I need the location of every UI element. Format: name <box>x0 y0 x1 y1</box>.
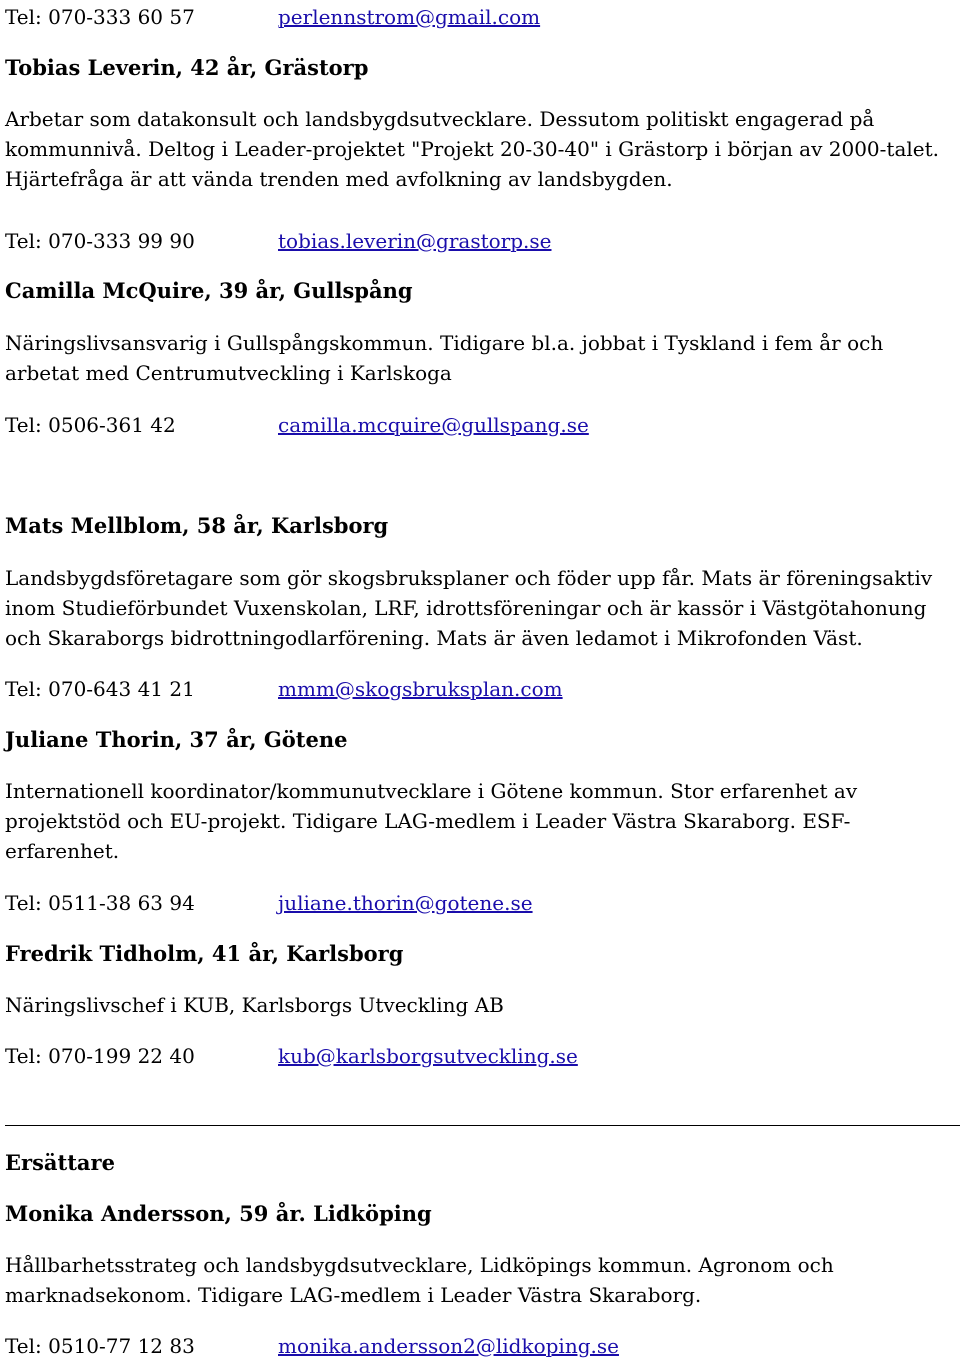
phone-number: Tel: 070-643 41 21 <box>5 677 195 701</box>
description-line: Internationell koordinator/kommunutvecklare i Götene kommun. Stor erfarenhet av <box>5 779 858 803</box>
description-line: marknadsekonom. Tidigare LAG-medlem i Leader Västra Skaraborg. <box>5 1283 702 1307</box>
person-description <box>5 104 950 194</box>
phone-number: Tel: 0510-77 12 83 <box>5 1334 195 1358</box>
email-link[interactable]: mmm@skogsbruksplan.com <box>278 677 563 701</box>
phone-number: Tel: 070-333 99 90 <box>5 229 195 253</box>
description-line: projektstöd och EU-projekt. Tidigare LAG-medlem i Leader Västra Skaraborg. ESF- <box>5 809 851 833</box>
description-line: Hållbarhetsstrateg och landsbygdsutvecklare, Lidköpings kommun. Agronom och <box>5 1253 834 1277</box>
phone-number: Tel: 070-333 60 57 <box>5 5 195 29</box>
description-line: Landsbygdsföretagare som gör skogsbruksplaner och föder upp får. Mats är föreningsaktiv <box>5 566 933 590</box>
description-line: Arbetar som datakonsult och landsbygdsutvecklare. Dessutom politiskt engagerad på <box>5 107 875 131</box>
phone-number: Tel: 0511-38 63 94 <box>5 891 195 915</box>
person-name: Monika Andersson, 59 år. Lidköping <box>5 1201 432 1226</box>
phone-number: Tel: 070-199 22 40 <box>5 1044 195 1068</box>
section-divider <box>5 1125 960 1126</box>
description-line: och Skaraborgs bidrottningodlarförening. Mats är även ledamot i Mikrofonden Väst. <box>5 626 863 650</box>
email-link[interactable]: tobias.leverin@grastorp.se <box>278 229 552 253</box>
description-line: Näringslivschef i KUB, Karlsborgs Utveckling AB <box>5 993 504 1017</box>
person-name: Juliane Thorin, 37 år, Götene <box>5 727 348 752</box>
description-line: kommunnivå. Deltog i Leader-projektet "Projekt 20-30-40" i Grästorp i början av 2000-talet. <box>5 137 940 161</box>
description-line: erfarenhet. <box>5 839 120 863</box>
person-name: Camilla McQuire, 39 år, Gullspång <box>5 278 413 303</box>
email-link[interactable]: juliane.thorin@gotene.se <box>278 891 533 915</box>
person-description <box>5 563 950 653</box>
person-description <box>5 328 950 388</box>
person-name: Mats Mellblom, 58 år, Karlsborg <box>5 513 389 538</box>
person-name: Tobias Leverin, 42 år, Grästorp <box>5 55 369 80</box>
email-link[interactable]: monika.andersson2@lidkoping.se <box>278 1334 619 1358</box>
email-link[interactable]: kub@karlsborgsutveckling.se <box>278 1044 578 1068</box>
email-link[interactable]: camilla.mcquire@gullspang.se <box>278 413 589 437</box>
description-line: Hjärtefråga är att vända trenden med avfolkning av landsbygden. <box>5 167 673 191</box>
person-description <box>5 776 950 866</box>
person-description <box>5 990 950 1020</box>
description-line: inom Studieförbundet Vuxenskolan, LRF, idrottsföreningar och är kassör i Västgötahonung <box>5 596 927 620</box>
section-title: Ersättare <box>5 1150 115 1175</box>
phone-number: Tel: 0506-361 42 <box>5 413 176 437</box>
email-link[interactable]: perlennstrom@gmail.com <box>278 5 541 29</box>
person-name: Fredrik Tidholm, 41 år, Karlsborg <box>5 941 404 966</box>
description-line: arbetat med Centrumutveckling i Karlskoga <box>5 361 452 385</box>
person-description <box>5 1250 950 1310</box>
description-line: Näringslivsansvarig i Gullspångskommun. Tidigare bl.a. jobbat i Tyskland i fem år och <box>5 331 884 355</box>
